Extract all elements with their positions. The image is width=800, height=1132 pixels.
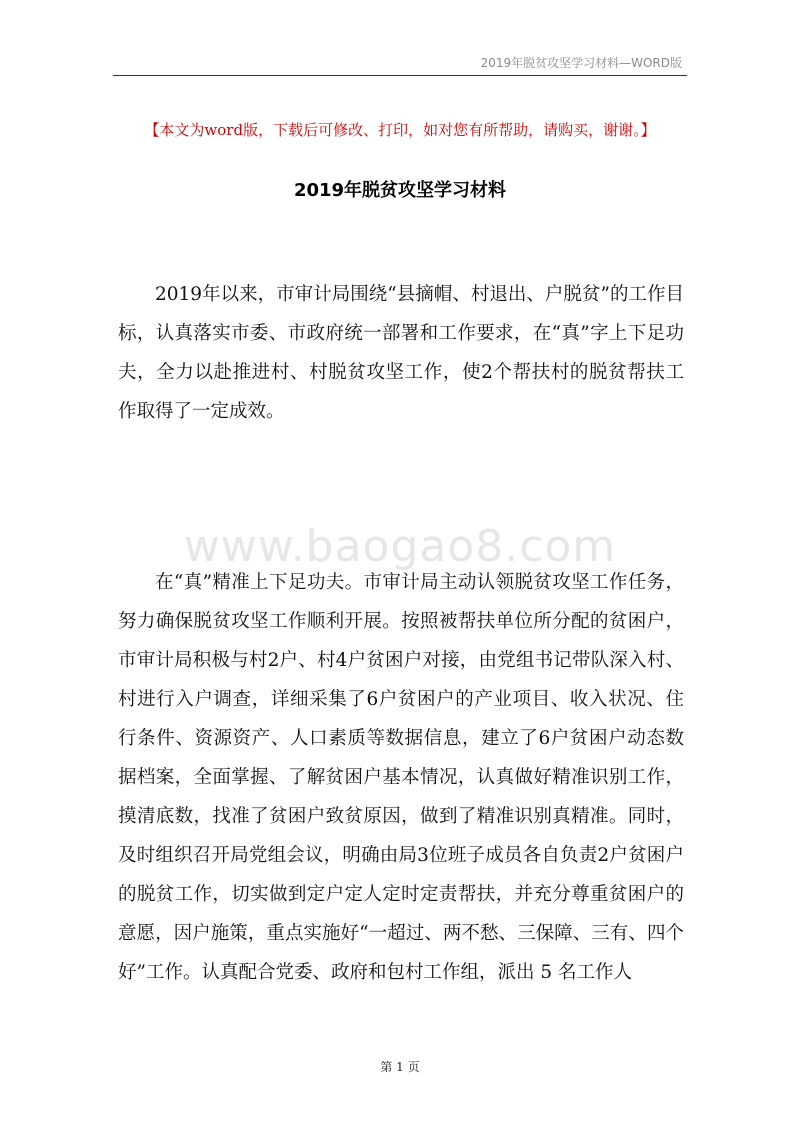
download-notice: 【本文为word版，下载后可修改、打印，如对您有所帮助，请购买，谢谢。】 — [144, 121, 656, 139]
watermark: www.baogao8.com — [183, 521, 617, 572]
running-header: 2019年脱贫攻坚学习材料—WORD版 — [480, 56, 682, 70]
paragraph-intro: 2019年以来，市审计局围绕“县摘帽、村退出、户脱贫”的工作目标，认真落实市委、市政府统一部署和工作要求，在“真”字上下足功夫，全力以赴推进村、村脱贫攻坚工作，使2个帮扶村的脱贫帮扶工作取得了一定成效。 — [118, 284, 684, 422]
document-title: 2019年脱贫攻坚学习材料 — [293, 180, 507, 201]
paragraph-body: 在“真”精准上下足功夫。市审计局主动认领脱贫攻坚工作任务，努力确保脱贫攻坚工作顺利开展。按照被帮扶单位所分配的贫困户，市审计局积极与村2户、村4户贫困户对接，由党组书记带队深入村、村进行入户调查，详细采集了6户贫困户的产业项目、收入状况、住行条件、资源资产、人口素质等数据信息，建立了6户贫困户动态数据档案，全面掌握、了解贫困户基本情况，认真做好精准识别工作，摸清底数，找准了贫困户致贫原因，做到了精准识别真精准。同时，及时组织召开局党组会议，明确由局3位班子成员各自负责2户贫困户的脱贫工作，切实做到定户定人定时定责帮扶，并充分尊重贫困户的意愿，因户施策，重点实施好“一超过、两不愁、三保障、三有、四个好”工作。认真配合党委、政府和包村工作组，派出 5 名工作人 — [118, 572, 684, 983]
header-divider — [113, 75, 687, 76]
page-number: 第 1 页 — [380, 1060, 420, 1074]
